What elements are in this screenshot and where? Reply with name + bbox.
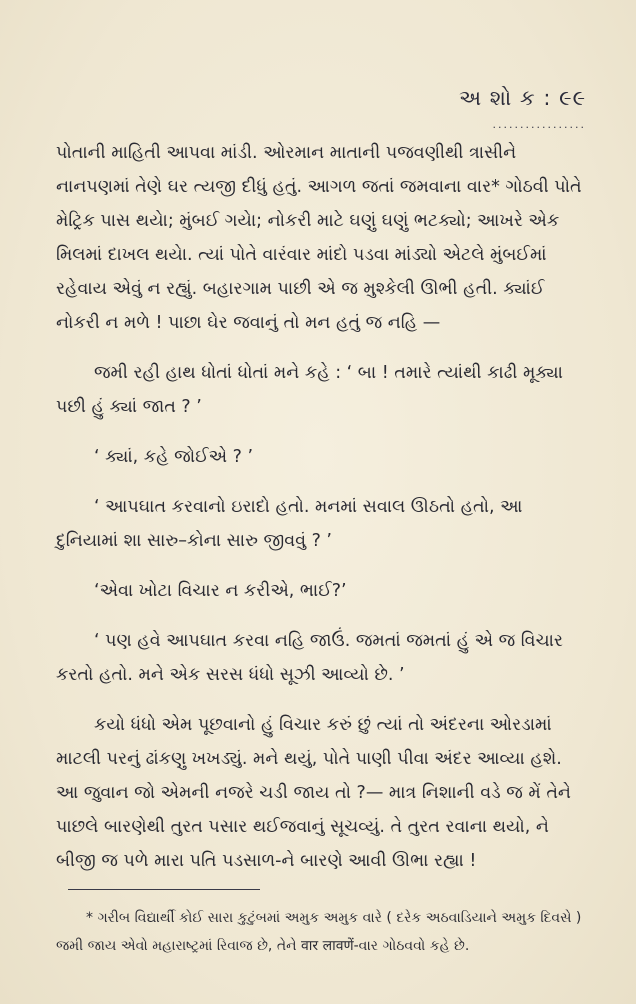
footnote: * ગરીબ વિદ્યાર્થી કોઈ સારા કુટુંબમાં અમુક અમુક વારે ( દરેક અઠવાડિયાને અમુક દિવસે ) જમી જાય એવો મહારાષ્ટ્રમાં રિવાજ છે, તેને वार लावणें-વાર ગોઠવવો કહે છે. (56, 910, 582, 954)
paragraph-6: ‘ પણ હવે આપઘાત કરવા નહિ જાઉં. જમતાં જમતાં હું એ જ વિચાર કરતો હતો. મને એક સરસ ધંધો સૂઝી આવ્યો છે. ’ (56, 631, 563, 685)
running-header: અ શો ક : ૯૯ (458, 86, 586, 110)
body-text (56, 136, 584, 878)
header-dotted-rule: ................. (492, 118, 586, 131)
paragraph-2: જમી રહી હાથ ધોતાં ધોતાં મને કહે : ‘ બા ! તમારે ત્યાંથી કાઢી મૂક્યા પછી હું ક્યાં જાત ? ’ (56, 363, 563, 417)
paragraph-5: ‘એવા ખોટા વિચાર ન કરીએ, ભાઈ?’ (94, 581, 347, 601)
paragraph-1: પોતાની માહિતી આપવા માંડી. ઓરમાન માતાની પજવણીથી ત્રાસીને નાનપણમાં તેણે ઘર ત્યજી દીધું હતું. આગળ જતાં જમવાના વાર* ગોઠવી પોતે મેટ્રિક પાસ થયેા; મુંબઈ ગયેા; નોકરી માટે ઘણું ઘણું ભટક્યો; આખરે એક મિલમાં દાખલ થયેા. ત્યાં પોતે વારંવાર માંદો પડવા માંડ્યો એટલે મુંબઈમાં રહેવાય એવું ન રહ્યું. બહારગામ પાછી એ જ મુશ્કેલી ઊભી હતી. ક્યાંઈ નોકરી ન મળે ! પાછા ઘેર જવાનું તો મન હતું જ નહિ — (56, 143, 582, 333)
paragraph-4: ‘ આપઘાત કરવાનો ઇરાદો હતો. મનમાં સવાલ ઊઠતો હતો, આ દુનિયામાં શા સારુ–કોના સારુ જીવવું ? ’ (56, 497, 523, 551)
paragraph-7: કયો ધંધો એમ પૂછવાનો હું વિચાર કરું છું ત્યાં તો અંદરના ઓરડામાં માટલી પરનું ઢાંકણુ ખખડ્યું. મને થયું, પોતે પાણી પીવા અંદર આવ્યા હશે. આ જુવાન જો એમની નજરે ચડી જાય તો ?— માત્ર નિશાની વડે જ મેં તેને પાછલે બારણેથી તુરત પસાર થઈજવાનું સૂચવ્યું. તે તુરત રવાના થયો, ને બીજી જ પળે મારા પતિ પડસાળ-ને બારણે આવી ઊભા રહ્યા ! (56, 715, 571, 871)
footnote-divider (68, 889, 260, 890)
paragraph-3: ‘ ક્યાં, કહે જોઈએ ? ’ (94, 447, 254, 467)
